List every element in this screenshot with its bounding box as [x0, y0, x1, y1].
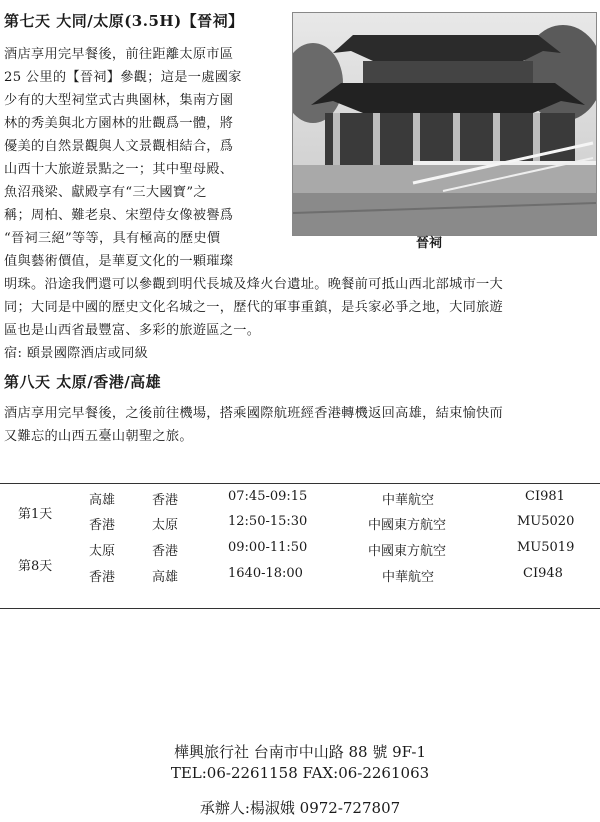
temple-photo	[292, 12, 597, 236]
day7-text-line: 山西十大旅遊景點之一；其中聖母殿、	[4, 162, 234, 177]
flight-number: CI948	[523, 566, 563, 581]
table-top-rule	[0, 483, 600, 484]
flight-from: 香港	[89, 518, 116, 533]
flight-time: 09:00-11:50	[228, 540, 308, 555]
flight-group-day: 第8天	[18, 559, 53, 574]
day7-lodging: 宿: 頤景國際酒店或同級	[4, 346, 149, 361]
day7-text-line: 同；大同是中國的歷史文化名城之一，歷代的軍事重鎮，是兵家必爭之地，大同旅遊	[4, 300, 504, 315]
flight-number: MU5020	[517, 514, 575, 529]
day7-text-line: 優美的自然景觀與人文景觀相結合，爲	[4, 139, 234, 154]
day7-text-line: 25 公里的【晉祠】參觀；這是一處國家	[4, 70, 242, 85]
photo-caption: 晉祠	[416, 236, 443, 251]
flight-time: 07:45-09:15	[228, 489, 308, 504]
day7-text-line: 酒店享用完早餐後，前往距離太原市區	[4, 47, 234, 62]
flight-number: MU5019	[517, 540, 575, 555]
day7-text-line: 林的秀美與北方園林的壯觀爲一體，將	[4, 116, 234, 131]
flight-to: 太原	[152, 518, 179, 533]
day7-text-line: 少有的大型祠堂式古典園林，集南方園	[4, 93, 234, 108]
day7-title: 第七天 大同/太原(3.5H)【晉祠】	[4, 12, 244, 30]
footer-contact: TEL:06-2261158 FAX:06-2261063	[170, 764, 430, 782]
footer-organizer: 承辦人:楊淑娥 0972-727807	[199, 799, 401, 817]
flight-airline: 中華航空	[382, 570, 435, 585]
flight-to: 香港	[152, 493, 179, 508]
day7-text-line: 值與藝術價值，是華夏文化的一顆璀璨	[4, 254, 234, 269]
flight-to: 香港	[152, 544, 179, 559]
flight-to: 高雄	[152, 570, 179, 585]
day8-title: 第八天 太原/香港/高雄	[4, 373, 162, 391]
day8-text-line: 又難忘的山西五臺山朝聖之旅。	[4, 429, 193, 444]
flight-time: 1640-18:00	[228, 566, 303, 581]
day7-text-line: 區也是山西省最豐富、多彩的旅遊區之一。	[4, 323, 261, 338]
flight-group-day: 第1天	[18, 507, 53, 522]
flight-airline: 中華航空	[382, 493, 435, 508]
flight-number: CI981	[525, 489, 565, 504]
flight-airline: 中國東方航空	[368, 544, 447, 559]
flight-from: 太原	[89, 544, 116, 559]
flight-time: 12:50-15:30	[228, 514, 308, 529]
day8-text-line: 酒店享用完早餐後，之後前往機場，搭乘國際航班經香港轉機返回高雄，結束愉快而	[4, 406, 504, 421]
day7-text-line: 稱；周柏、難老泉、宋塑侍女像被譽爲	[4, 208, 234, 223]
flight-from: 香港	[89, 570, 116, 585]
day7-text-line: 魚沼飛梁、獻殿享有“三大國寶”之	[4, 185, 207, 200]
flight-airline: 中國東方航空	[368, 518, 447, 533]
flight-from: 高雄	[89, 493, 116, 508]
table-bottom-rule	[0, 608, 600, 609]
day7-text-line: 明珠。沿途我們還可以參觀到明代長城及烽火台遺址。晚餐前可抵山西北部城市一大	[4, 277, 504, 292]
day7-text-line: “晉祠三絕”等等，具有極高的歷史價	[4, 231, 221, 246]
footer-company: 樺興旅行社 台南市中山路 88 號 9F-1	[173, 743, 427, 761]
